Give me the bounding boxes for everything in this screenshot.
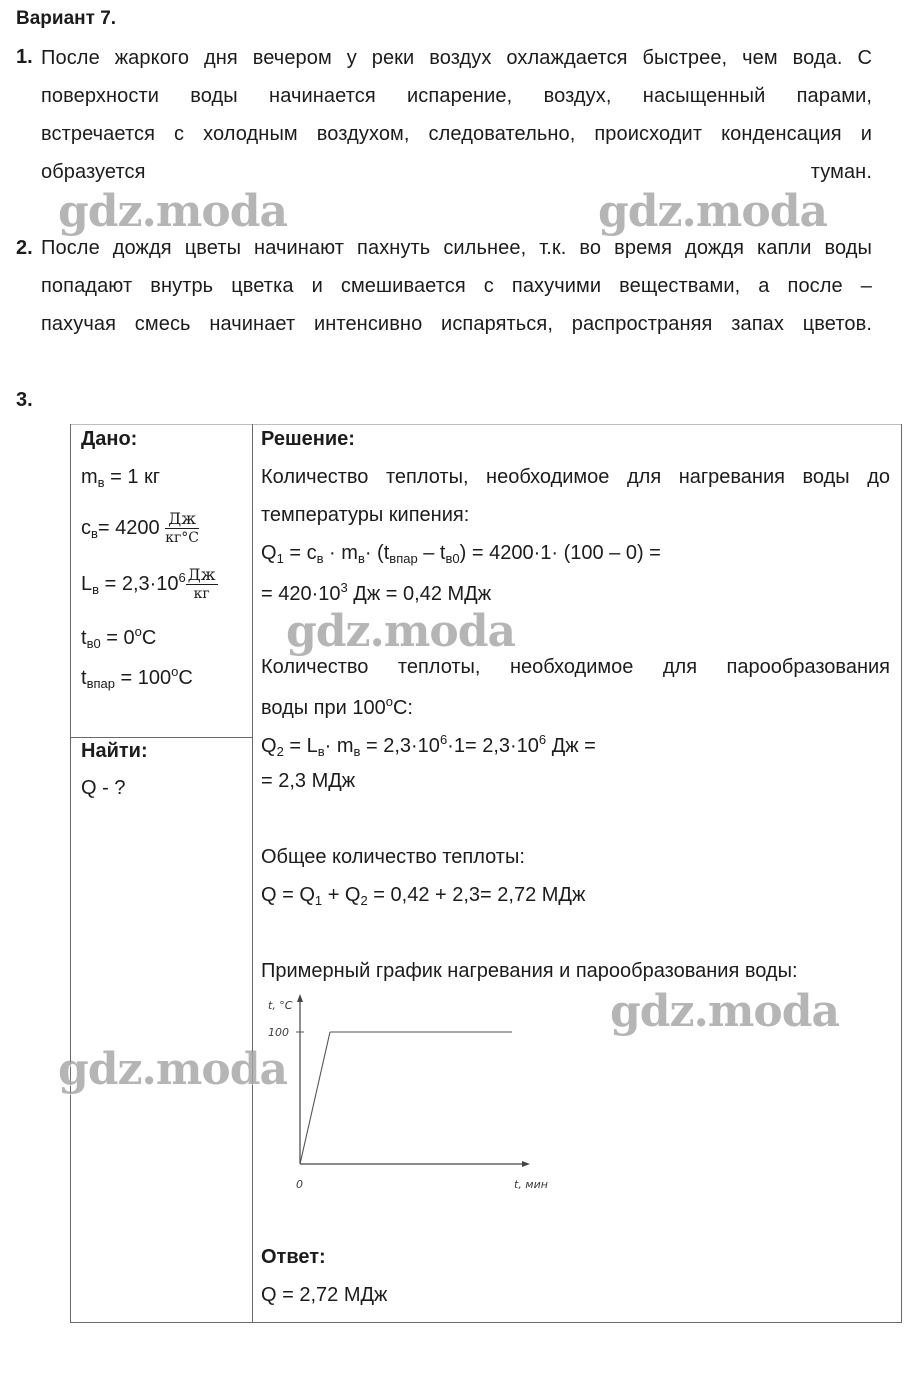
watermark-4: gdz.moda [610, 986, 840, 1037]
vaporization-text-2: воды при 100$^o$C: [261, 694, 413, 719]
specific-heat-unit: $\frac{Дж}{кг^\circ C}$ [165, 509, 199, 546]
watermark-5: gdz.moda [58, 1044, 288, 1095]
total-formula: $Q = Q_1 + Q_2 = 0,42 + 2,3= 2,72$ МДж [261, 884, 586, 908]
q1-result: = $420\cdot 10^3$ Дж = 0,42 МДж [261, 580, 492, 605]
item-2-line-2: попадают внутрь цветка и смешивается с пахучими веществами, а после – [41, 275, 872, 297]
given-initial-temp: $t_{в0} = 0^oC$ [81, 624, 157, 651]
item-1-number: 1. [16, 46, 33, 68]
answer-title: Ответ: [261, 1246, 326, 1268]
given-title: Дано: [81, 428, 138, 450]
item-2-text [41, 229, 872, 343]
item-1-text [41, 39, 872, 191]
given-mass: $m_в = 1$ кг [81, 466, 161, 490]
graph-heating-line [300, 1032, 330, 1164]
q2-formula: $Q_2 = L_в\cdot m_в = 2,3\cdot 10^6\cdot 1= 2,3\cdot 10^6$ Дж = [261, 732, 596, 759]
given-boiling-temp: $t_{впар} = 100^oC$ [81, 664, 193, 691]
solution-title: Решение: [261, 428, 355, 450]
item-2-line-1: После дождя цветы начинают пахнуть сильнее, т.к. во время дождя капли воды [41, 237, 872, 259]
item-2-number: 2. [16, 237, 33, 259]
total-text: Общее количество теплоты: [261, 846, 525, 868]
heating-text-2: температуры кипения: [261, 504, 470, 526]
find-title: Найти: [81, 740, 148, 762]
vaporization-text-1: Количество теплоты, необходимое для парообразования [261, 656, 890, 678]
item-1-line-4-left: образуется [41, 161, 146, 183]
item-1-line-4-right: туман. [810, 161, 872, 183]
graph-origin-label: 0 [296, 1178, 303, 1191]
given-column [70, 424, 253, 1323]
watermark-2: gdz.moda [598, 186, 828, 237]
given-latent-heat: $L_в = 2,3\cdot 10^6$ $\frac{Дж}{кг}$ [81, 565, 216, 602]
graph-x-label: t, мин [514, 1178, 548, 1191]
graph-caption: Примерный график нагревания и парообразования воды: [261, 960, 798, 982]
latent-heat-unit: $\frac{Дж}{кг}$ [187, 565, 216, 602]
watermark-3: gdz.moda [286, 606, 516, 657]
item-2-line-3: пахучая смесь начинает интенсивно испаряться, распространяя запах цветов. [41, 313, 872, 335]
item-1-line-1: После жаркого дня вечером у реки воздух охлаждается быстрее, чем вода. С [41, 47, 872, 69]
item-1-line-2: поверхности воды начинается испарение, воздух, насыщенный парами, [41, 85, 872, 107]
graph-y-arrow [297, 994, 303, 1002]
q1-formula: $Q_1 = c_в \cdot m_в\cdot (t_{впар} - t_{в0}) = 4200\cdot 1\cdot (100 - 0)$ = [261, 542, 661, 566]
q2-result: = 2,3 МДж [261, 770, 356, 792]
watermark-1: gdz.moda [58, 186, 288, 237]
graph-x-arrow [522, 1161, 530, 1167]
item-1-line-3: встречается с холодным воздухом, следовательно, происходит конденсация и [41, 123, 872, 145]
graph-y-label: t, °С [268, 999, 293, 1012]
find-quantity: Q - ? [81, 777, 126, 799]
answer-value: Q = 2,72 МДж [261, 1284, 388, 1306]
given-specific-heat: $c_в= 4200$ $\frac{Дж}{кг^\circ C}$ [81, 509, 199, 546]
given-find-divider [71, 737, 252, 738]
heating-text-1: Количество теплоты, необходимое для нагревания воды до [261, 466, 890, 488]
item-3-number: 3. [16, 389, 33, 411]
graph-boil-label: 100 [268, 1026, 289, 1039]
page-heading: Вариант 7. [16, 8, 117, 29]
heating-graph [254, 992, 564, 1202]
